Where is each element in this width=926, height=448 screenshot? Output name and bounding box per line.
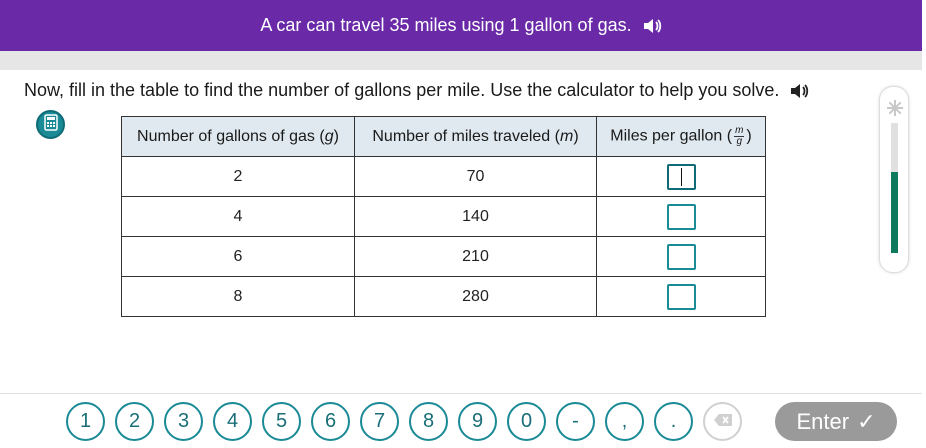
progress-fill: [891, 172, 898, 253]
progress-meter: [879, 86, 909, 273]
banner-divider: [0, 51, 922, 70]
check-icon: ✓: [857, 408, 876, 434]
instruction: [24, 80, 809, 101]
miles-cell: 140: [355, 197, 597, 237]
ratio-table: [121, 116, 766, 317]
answer-cell: [597, 237, 766, 277]
key-2[interactable]: 2: [115, 402, 154, 441]
miles-cell: 210: [355, 237, 597, 277]
calculator-icon: [44, 114, 58, 136]
gallons-cell: 8: [122, 277, 355, 317]
answer-cell: [597, 157, 766, 197]
speaker-icon[interactable]: [789, 82, 809, 100]
miles-cell: 70: [355, 157, 597, 197]
backspace-icon: [713, 410, 733, 433]
header-gallons: Number of gallons of gas (g): [122, 117, 355, 157]
key-decimal[interactable]: .: [654, 402, 693, 441]
key-8[interactable]: 8: [409, 402, 448, 441]
key-minus[interactable]: -: [556, 402, 595, 441]
header-miles-per-gallon: Miles per gallon ( $\frac{m}{g}$ ): [597, 117, 766, 157]
gallons-cell: 4: [122, 197, 355, 237]
keypad: [66, 402, 742, 441]
enter-button[interactable]: [775, 402, 897, 441]
answer-input[interactable]: [667, 284, 696, 310]
table-header-row: [122, 117, 766, 157]
backspace-button[interactable]: [703, 402, 742, 441]
enter-label: Enter: [796, 408, 850, 434]
answer-input[interactable]: [667, 164, 696, 190]
gallons-cell: 2: [122, 157, 355, 197]
question-banner: [0, 0, 922, 51]
key-7[interactable]: 7: [360, 402, 399, 441]
progress-track: [891, 123, 898, 253]
key-4[interactable]: 4: [213, 402, 252, 441]
answer-cell: [597, 277, 766, 317]
header-miles: Number of miles traveled (m): [355, 117, 597, 157]
key-comma[interactable]: ,: [605, 402, 644, 441]
instruction-text: Now, fill in the table to find the number of gallons per mile. Use the calculator to help you solve.: [24, 80, 780, 100]
star-icon: [886, 99, 904, 122]
table-row: [122, 157, 766, 197]
gallons-cell: 6: [122, 237, 355, 277]
miles-cell: 280: [355, 277, 597, 317]
table-row: [122, 277, 766, 317]
answer-input[interactable]: [667, 244, 696, 270]
key-0[interactable]: 0: [507, 402, 546, 441]
table-row: [122, 197, 766, 237]
key-6[interactable]: 6: [311, 402, 350, 441]
banner-text: A car can travel 35 miles using 1 gallon of gas.: [260, 15, 632, 35]
key-5[interactable]: 5: [262, 402, 301, 441]
table-row: [122, 237, 766, 277]
key-9[interactable]: 9: [458, 402, 497, 441]
key-3[interactable]: 3: [164, 402, 203, 441]
fraction-m-over-g: $\frac{m}{g}$: [735, 125, 744, 147]
key-1[interactable]: 1: [66, 402, 105, 441]
calculator-button[interactable]: [36, 110, 65, 139]
answer-input[interactable]: [667, 204, 696, 230]
speaker-icon[interactable]: [642, 17, 662, 35]
answer-cell: [597, 197, 766, 237]
